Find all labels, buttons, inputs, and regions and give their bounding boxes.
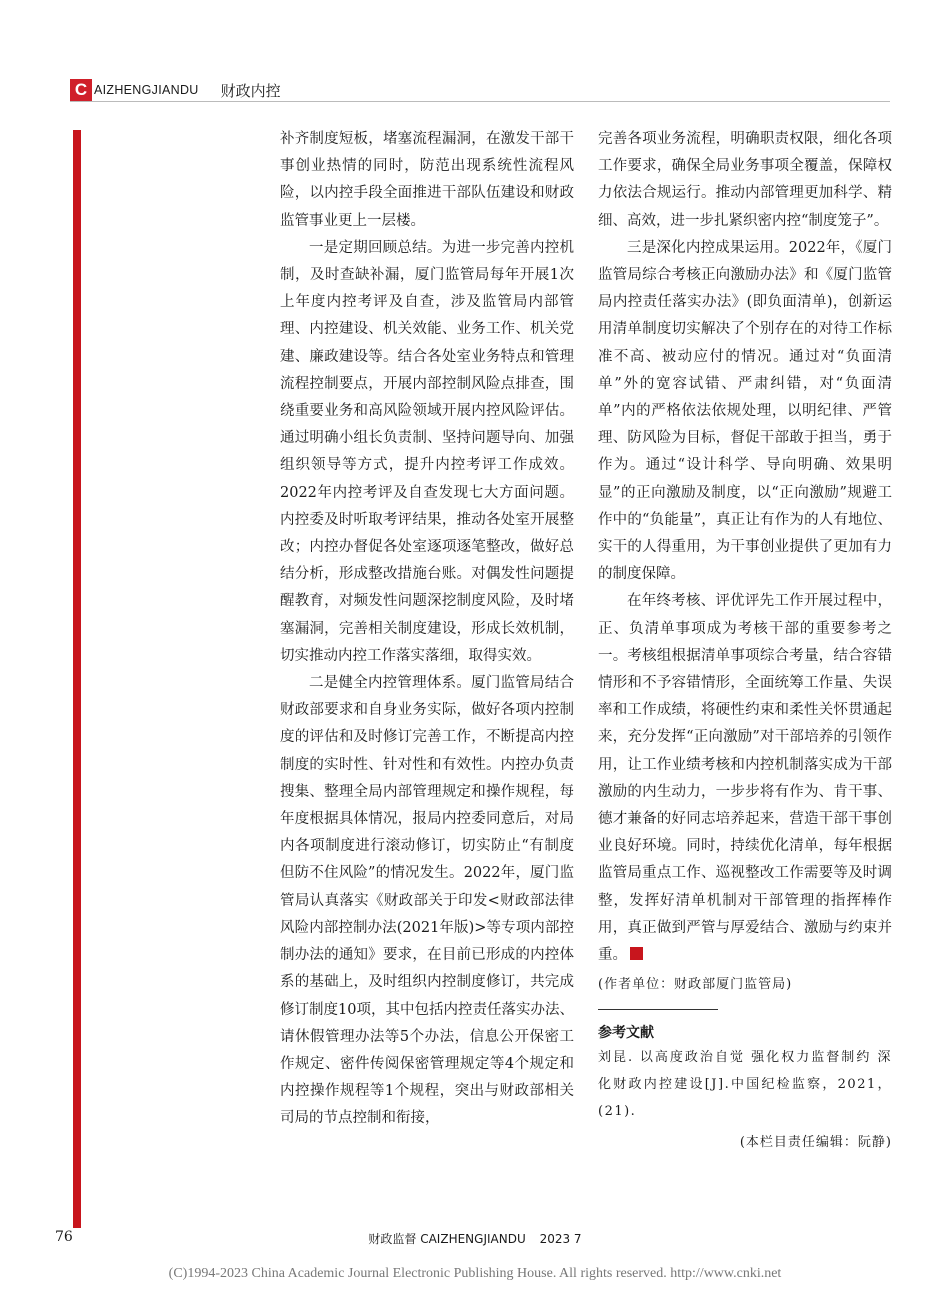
- author-unit: (作者单位：财政部厦门监管局): [598, 977, 793, 993]
- journal-logo-text: AIZHENGJIANDU: [94, 83, 199, 97]
- copyright-notice: (C)1994-2023 China Academic Journal Electronic Publishing House. All rights reserved. http://www.cnki.net: [168, 1266, 782, 1281]
- right-column: [598, 126, 892, 1156]
- article-end-mark: [630, 947, 643, 960]
- paragraph-review-summary: 一是定期回顾总结。为进一步完善内控机制，及时查缺补漏，厦门监管局每年开展1次上年度内控考评及自查，涉及监管局内部管理、内控建设、机关效能、业务工作、机关党建、廉政建设等。结合各处室业务特点和管理流程控制要点，开展内部控制风险点排查，围绕重要业务和高风险领域开展内控风险评估。通过明确小组长负责制、坚持问题导向、加强组织领导等方式，提升内控考评工作成效。2022年内控考评及自查发现七大方面问题。内控委及时听取考评结果，推动各处室开展整改；内控办督促各处室逐项逐笔整改，做好总结分析，形成整改措施台账。对偶发性问题提醒教育，对频发性问题深挖制度风险，及时堵塞漏洞，完善相关制度建设，形成长效机制，切实推动内控工作落实落细，取得实效。: [280, 239, 574, 664]
- paragraph-results-application: 三是深化内控成果运用。2022年，《厦门监管局综合考核正向激励办法》和《厦门监管局内控责任落实办法》(即负面清单)，创新运用清单制度切实解决了个别存在的对待工作标准不高、被动应付的情况。通过对“负面清单”外的宽容试错、严肃纠错，对“负面清单”内的严格依法依规处理，以明纪律、严管理、防风险为目标，督促干部敢于担当，勇于作为。通过“设计科学、导向明确、效果明显”的正向激励及制度，以“正向激励”规避工作中的“负能量”，真正让有作为的人有地位、实干的人得重用，为干事创业提供了更加有力的制度保障。: [598, 239, 892, 583]
- reference-entry: 刘昆. 以高度政治自觉 强化权力监督制约 深化财政内控建设[J].中国纪检监察，2021，(21).: [598, 1049, 892, 1119]
- header-divider: [70, 101, 890, 102]
- footer-journal-name: 财政监督 CAIZHENGJIANDU: [368, 1232, 526, 1246]
- page-header: [70, 78, 281, 102]
- responsible-editor: (本栏目责任编辑：阮静): [739, 1134, 892, 1150]
- paragraph-continued: 补齐制度短板，堵塞流程漏洞，在激发干部干事创业热情的同时，防范出现系统性流程风险，以内控手段全面推进干部队伍建设和财政监管事业更上一层楼。: [280, 131, 574, 229]
- paragraph-management-system: 二是健全内控管理体系。厦门监管局结合财政部要求和自身业务实际，做好各项内控制度的评估和及时修订完善工作，不断提高内控制度的实时性、针对性和有效性。内控办负责搜集、整理全局内部管理规定和操作规程，每年度根据具体情况，报局内控委同意后，对局内各项制度进行滚动修订，切实防止“有制度但防不住风险”的情况发生。2022年，厦门监管局认真落实《财政部关于印发<财政部法律风险内部控制办法(2021年版)>等专项内部控制办法的通知》要求，在目前已形成的内控体系的基础上，及时组织内控制度修订，共完成修订制度10项，其中包括内控责任落实办法、请休假管理办法等5个办法，信息公开保密工作规定、密件传阅保密管理规定等4个规定和内控操作规程等1个规程，突出与财政部相关司局的节点控制和衔接，: [280, 675, 574, 1127]
- section-title: 财政内控: [220, 81, 281, 100]
- paragraph-annual-assessment-text: 在年终考核、评优评先工作开展过程中，正、负清单事项成为考核干部的重要参考之一。考核组根据清单事项综合考量，结合容错情形和不予容错情形，全面统筹工作量、失误率和工作成绩，将硬性约束和柔性关怀贯通起来，充分发挥“正向激励”对干部培养的引领作用，让工作业绩考核和内控机制落实成为干部激励的内生动力，一步步将有作为、肯干事、德才兼备的好同志培养起来，营造干部干事创业良好环境。同时，持续优化清单，每年根据监管局重点工作、巡视整改工作需要等及时调整，发挥好清单机制对干部管理的指挥棒作用，真正做到严管与厚爱结合、激励与约束并重。: [598, 593, 892, 964]
- references-heading: 参考文献: [598, 1024, 654, 1041]
- page-number: 76: [55, 1229, 73, 1245]
- paragraph-annual-assessment: [598, 588, 892, 969]
- page-footer: [0, 1230, 950, 1247]
- references-divider: [598, 1009, 718, 1010]
- left-column: [280, 126, 574, 1133]
- footer-issue: 2023 7: [539, 1232, 582, 1246]
- paragraph-continued-right: 完善各项业务流程，明确职责权限，细化各项工作要求，确保全局业务事项全覆盖，保障权力依法合规运行。推动内部管理更加科学、精细、高效，进一步扎紧织密内控“制度笼子”。: [598, 131, 892, 229]
- decorative-red-bar: [73, 130, 81, 1228]
- journal-logo-mark: C: [70, 79, 92, 101]
